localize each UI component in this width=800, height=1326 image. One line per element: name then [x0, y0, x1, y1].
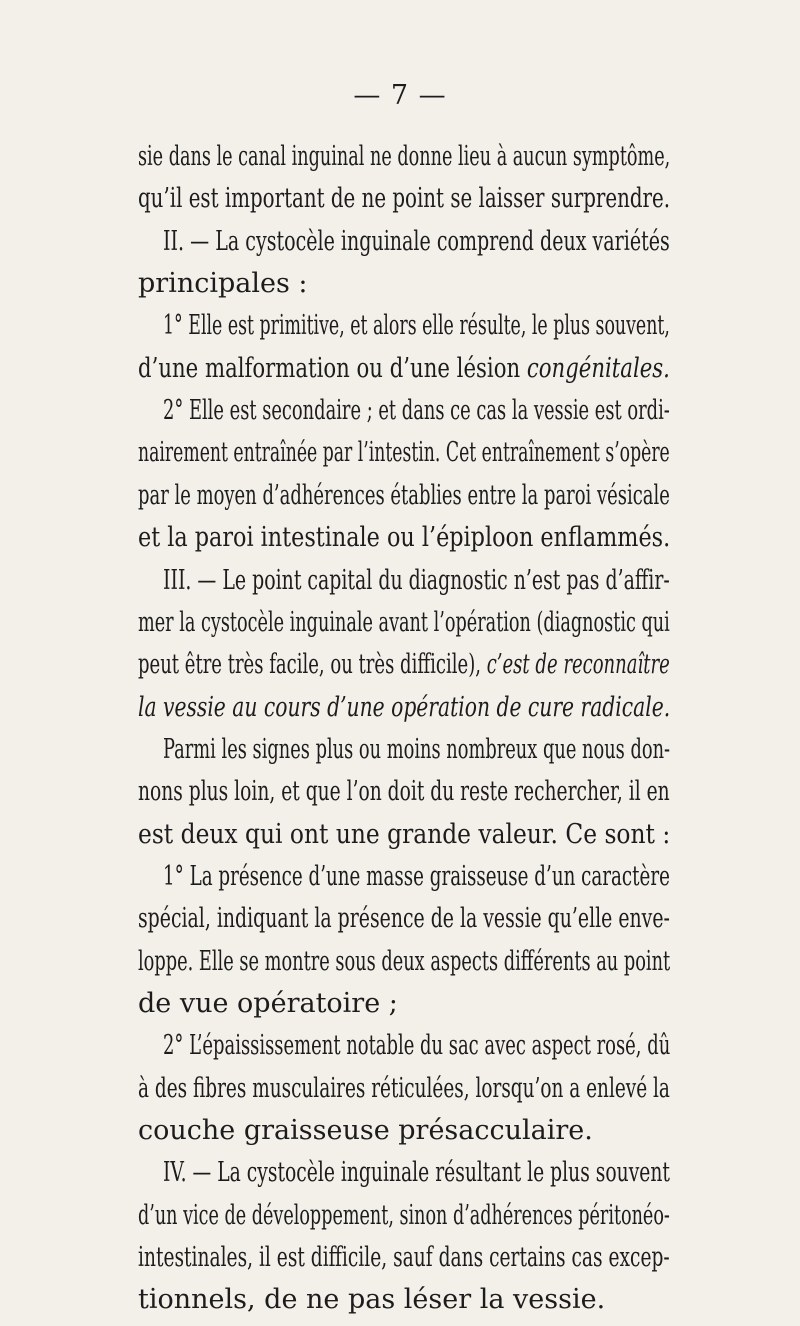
text-line	[0, 981, 800, 1027]
text-line	[0, 600, 800, 646]
text-line	[0, 261, 800, 307]
roman-text: loppe. Elle se montre sous deux aspects différents au point	[138, 945, 671, 977]
text-line	[0, 1193, 800, 1239]
text-line	[0, 896, 800, 942]
text-line	[0, 939, 800, 985]
text-line-content	[138, 346, 670, 392]
roman-text: par le moyen d’adhérences établies entre la paroi vésicale	[138, 479, 670, 511]
text-line	[0, 769, 800, 815]
text-line	[0, 303, 800, 349]
text-line	[0, 346, 800, 392]
text-line-content	[138, 176, 670, 222]
roman-text: II. — La cystocèle inguinale comprend deux variétés	[163, 225, 670, 257]
text-line	[0, 134, 800, 180]
text-line	[0, 430, 800, 476]
text-line	[0, 1150, 800, 1196]
text-line	[0, 727, 800, 773]
text-line-content	[138, 685, 670, 731]
text-line-content	[163, 388, 670, 434]
roman-text: principales :	[138, 268, 308, 300]
text-line	[0, 642, 800, 688]
text-line	[0, 1277, 800, 1323]
roman-text: de vue opératoire ;	[138, 988, 398, 1019]
roman-text: 2° L’épaississement notable du sac avec aspect rosé, dû	[163, 1030, 671, 1062]
roman-text: et la paroi intestinale ou l’épiploon enflammés.	[138, 522, 671, 554]
text-line-content	[163, 854, 670, 900]
text-line	[0, 473, 800, 519]
roman-text: nairement entraînée par l’intestin. Cet entraînement s’opère	[138, 437, 670, 469]
roman-text: intestinales, il est difficile, sauf dans certains cas excep-	[138, 1242, 670, 1274]
text-line-content	[163, 727, 671, 773]
roman-text: 2° Elle est secondaire ; et dans ce cas la vessie est ordi-	[163, 395, 670, 427]
roman-text: spécial, indiquant la présence de la vessie qu’elle enve-	[138, 903, 670, 935]
roman-text: d’une malformation ou d’une lésion	[138, 352, 527, 384]
text-line-content	[163, 303, 670, 349]
text-line-content	[138, 600, 670, 646]
roman-text: à des fibres musculaires réticulées, lorsqu’on a enlevé la	[138, 1072, 670, 1104]
text-line	[0, 1108, 800, 1154]
text-line	[0, 1235, 800, 1281]
text-line-content	[138, 981, 398, 1027]
text-line	[0, 176, 800, 222]
roman-text: tionnels, de ne pas léser la vessie.	[138, 1284, 606, 1316]
text-line	[0, 388, 800, 434]
text-line-content	[138, 515, 670, 561]
text-line-content	[138, 769, 670, 815]
text-line-content	[138, 939, 671, 985]
text-line-content	[138, 1193, 670, 1239]
text-line-content	[138, 261, 308, 307]
text-line	[0, 558, 800, 604]
roman-text: d’un vice de développement, sinon d’adhérences péritonéo-	[138, 1199, 670, 1231]
text-line-content	[138, 1066, 670, 1112]
text-line-content	[138, 1277, 605, 1323]
text-line-content	[163, 1023, 671, 1069]
roman-text: qu’il est important de ne point se laisser surprendre.	[138, 183, 671, 215]
text-line-content	[138, 812, 670, 858]
roman-text: III. — Le point capital du diagnostic n’est pas d’affir-	[163, 564, 670, 596]
text-line-content	[163, 1150, 670, 1196]
text-line	[0, 812, 800, 858]
page-number: — 7 —	[353, 80, 447, 111]
text-line-content	[138, 1108, 593, 1154]
roman-text: sie dans le canal inguinal ne donne lieu à aucun symptôme,	[138, 141, 671, 172]
roman-text: mer la cystocèle inguinale avant l’opération (diagnostic qui	[138, 606, 670, 638]
text-line-content	[163, 219, 670, 265]
text-line-content	[138, 1235, 670, 1281]
italic-text: c’est de reconnaître	[486, 649, 670, 681]
roman-text: nons plus loin, et que l’on doit du reste rechercher, il en	[138, 776, 670, 808]
text-line-content	[138, 473, 670, 519]
text-line	[0, 685, 800, 731]
text-line-content	[163, 558, 670, 604]
text-line-content	[138, 642, 670, 688]
text-line-content	[138, 134, 671, 180]
italic-text: congénitales.	[526, 352, 670, 384]
roman-text: est deux qui ont une grande valeur. Ce sont :	[138, 818, 671, 850]
text-line	[0, 854, 800, 900]
text-line-content	[138, 896, 670, 942]
text-line	[0, 1023, 800, 1069]
text-line	[0, 515, 800, 561]
italic-text: la vessie au cours d’une opération de cure radicale.	[138, 691, 671, 723]
text-line-content	[138, 430, 670, 476]
roman-text: IV. — La cystocèle inguinale résultant le plus souvent	[163, 1157, 670, 1189]
roman-text: 1° La présence d’une masse graisseuse d’un caractère	[163, 860, 670, 892]
roman-text: peut être très facile, ou très difficile),	[138, 649, 487, 681]
text-line	[0, 219, 800, 265]
roman-text: couche graisseuse présacculaire.	[138, 1115, 593, 1147]
text-line	[0, 1066, 800, 1112]
roman-text: Parmi les signes plus ou moins nombreux que nous don-	[163, 733, 671, 765]
roman-text: 1° Elle est primitive, et alors elle résulte, le plus souvent,	[163, 310, 670, 342]
